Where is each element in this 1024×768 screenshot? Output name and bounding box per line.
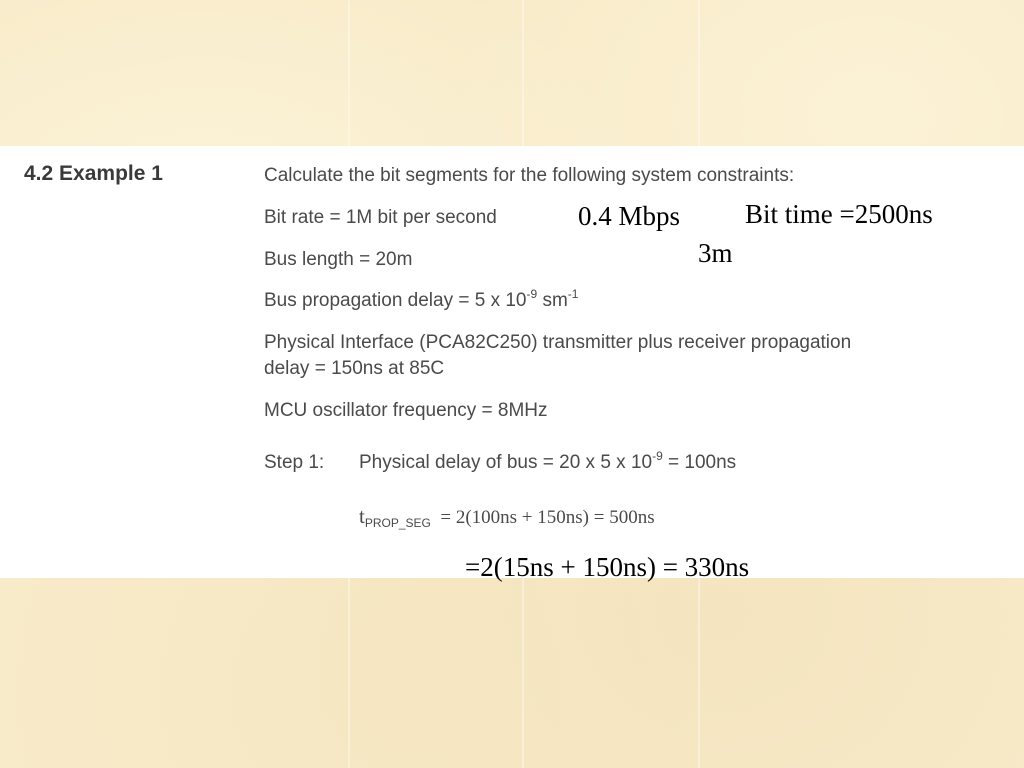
step-1-prefix: Physical delay of bus = 20 x 5 x 10 xyxy=(359,452,653,473)
section-heading: 4.2 Example 1 xyxy=(24,162,163,185)
annotation-mbps: 0.4 Mbps xyxy=(578,201,681,231)
propagation-delay-unit-exponent: -1 xyxy=(567,287,579,301)
intro-text: Calculate the bit segments for the following system constraints: xyxy=(264,165,795,186)
propagation-delay-line xyxy=(264,287,579,312)
bus-length-line: Bus length = 20m xyxy=(264,249,413,270)
step-1-text xyxy=(359,449,737,474)
propagation-delay-exponent: -9 xyxy=(526,287,538,301)
propagation-delay-prefix: Bus propagation delay = 5 x 10 xyxy=(264,290,527,311)
formula-subscript: PROP_SEG xyxy=(364,516,431,530)
annotation-length: 3m xyxy=(698,238,733,268)
step-1-exponent: -9 xyxy=(652,449,663,463)
annotation-recalculation: =2(15ns + 150ns) = 330ns xyxy=(465,552,750,582)
step-1-result: = 100ns xyxy=(662,452,737,473)
physical-interface-line-2: delay = 150ns at 85C xyxy=(264,358,445,379)
bit-rate-line: Bit rate = 1M bit per second xyxy=(264,207,497,228)
prop-seg-formula xyxy=(359,504,655,530)
physical-interface-line-1: Physical Interface (PCA82C250) transmitter plus receiver propagation xyxy=(264,332,852,353)
formula-variable: t xyxy=(359,504,365,528)
mcu-oscillator-line: MCU oscillator frequency = 8MHz xyxy=(264,400,548,421)
step-1-label: Step 1: xyxy=(264,452,325,473)
annotation-bit-time: Bit time =2500ns xyxy=(745,199,933,229)
propagation-delay-unit: sm xyxy=(537,290,568,311)
formula-rhs: = 2(100ns + 150ns) = 500ns xyxy=(440,507,655,528)
